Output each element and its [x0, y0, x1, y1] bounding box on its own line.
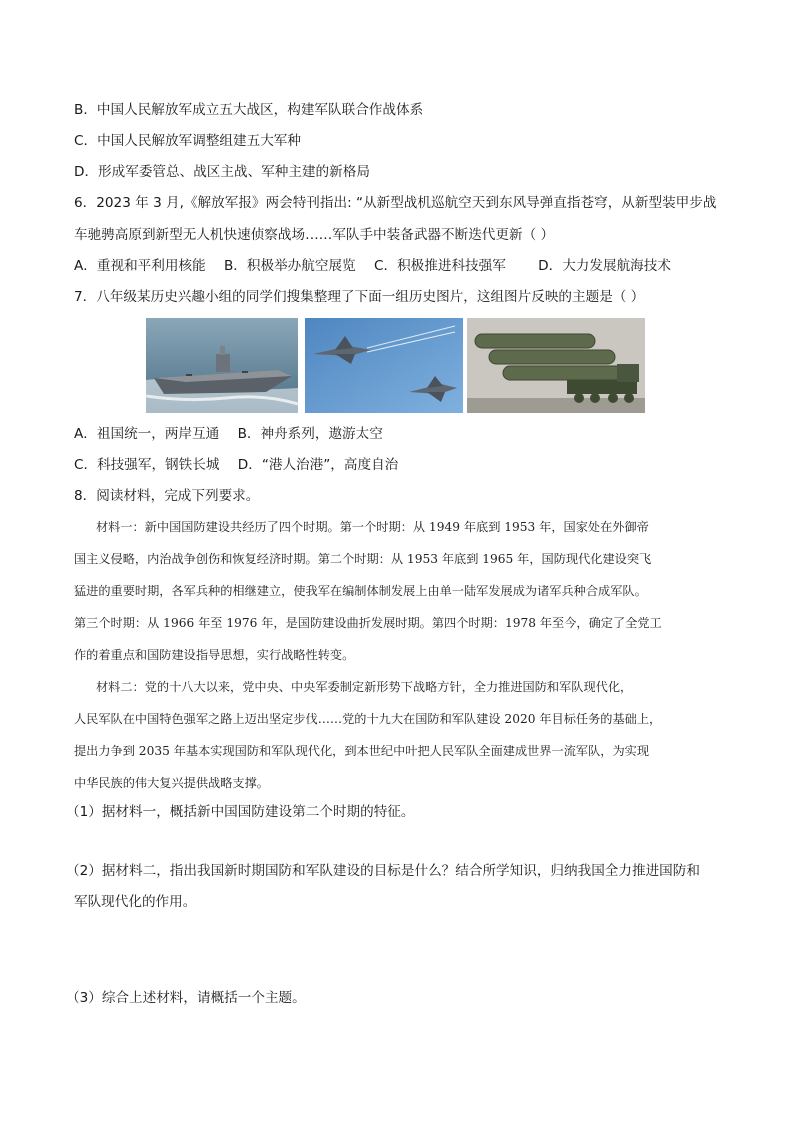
material1-line3: 猛进的重要时期，各军兵种的相继建立，使我军在编制体制发展上由单一陆军发展成为诸军兵种合成军队。: [74, 584, 647, 598]
q8-sub1: （1）据材料一，概括新中国国防建设第二个时期的特征。: [66, 804, 415, 820]
q6-options: [74, 256, 671, 276]
q7-options-row2: [74, 455, 398, 475]
q6-option-c: C．积极推进科技强军: [373, 258, 506, 274]
material2-line2: 人民军队在中国特色强军之路上迈出坚定步伐……党的十九大在国防和军队建设 2020 年目标任务的基础上，: [74, 712, 662, 726]
material2-line3: 提出力争到 2035 年基本实现国防和军队现代化，到本世纪中叶把人民军队全面建成世界一流军队，为实现: [74, 744, 650, 758]
q7-stem: 7．八年级某历史兴趣小组的同学们搜集整理了下面一组历史图片，这组图片反映的主题是（ ）: [74, 289, 645, 305]
q5-option-b: B．中国人民解放军成立五大战区，构建军队联合作战体系: [74, 102, 424, 118]
q7-option-b: B．神舟系列，遨游太空: [237, 426, 383, 442]
q8-sub2-line1: （2）据材料二，指出我国新时期国防和军队建设的目标是什么？结合所学知识，归纳我国全力推进国防和: [66, 863, 700, 879]
q7-option-d: D．“港人治港”，高度自治: [237, 457, 399, 473]
q6-option-b: B．积极举办航空展览: [223, 258, 356, 274]
q7-option-c: C．科技强军，钢铁长城: [74, 457, 220, 473]
q6-stem-line2: 车驰骋高原到新型无人机快速侦察战场……军队手中装备武器不断迭代更新（ ）: [74, 227, 555, 243]
material2-line1: 材料二：党的十八大以来，党中央、中央军委制定新形势下战略方针，全力推进国防和军队现代化，: [96, 680, 633, 694]
q8-sub2-line2: 军队现代化的作用。: [74, 894, 197, 910]
aircraft-carrier-photo: [146, 318, 298, 413]
q5-option-d: D．形成军委管总、战区主战、军种主建的新格局: [74, 164, 370, 180]
material2-line4: 中华民族的伟大复兴提供战略支撑。: [74, 776, 269, 790]
q5-option-c: C．中国人民解放军调整组建五大军种: [74, 133, 301, 149]
q8-sub3: （3）综合上述材料，请概括一个主题。: [66, 990, 306, 1006]
material1-line2: 国主义侵略，内治战争创伤和恢复经济时期。第二个时期：从 1953 年底到 1965 年，国防现代化建设突飞: [74, 552, 652, 566]
material1-line1: 材料一：新中国国防建设共经历了四个时期。第一个时期：从 1949 年底到 1953 年，国家处在外御帝: [96, 520, 649, 534]
q6-option-a: A．重视和平利用核能: [74, 258, 206, 274]
q6-stem-line1: 6．2023 年 3 月,《解放军报》两会特刊指出: “从新型战机巡航空天到东风导弹直指苍穹，从新型装甲步战: [74, 195, 717, 211]
q8-stem: 8．阅读材料，完成下列要求。: [74, 488, 260, 504]
missile-launchers-photo: [467, 318, 645, 413]
q6-option-d: D．大力发展航海技术: [538, 258, 671, 274]
material1-line4: 第三个时期：从 1966 年至 1976 年，是国防建设曲折发展时期。第四个时期：1978 年至今，确定了全党工: [74, 616, 662, 630]
material1-line5: 作的着重点和国防建设指导思想，实行战略性转变。: [74, 648, 355, 662]
q7-options-row1: [74, 424, 383, 444]
q7-option-a: A．祖国统一，两岸互通: [74, 426, 220, 442]
fighter-jets-photo: [305, 318, 463, 413]
